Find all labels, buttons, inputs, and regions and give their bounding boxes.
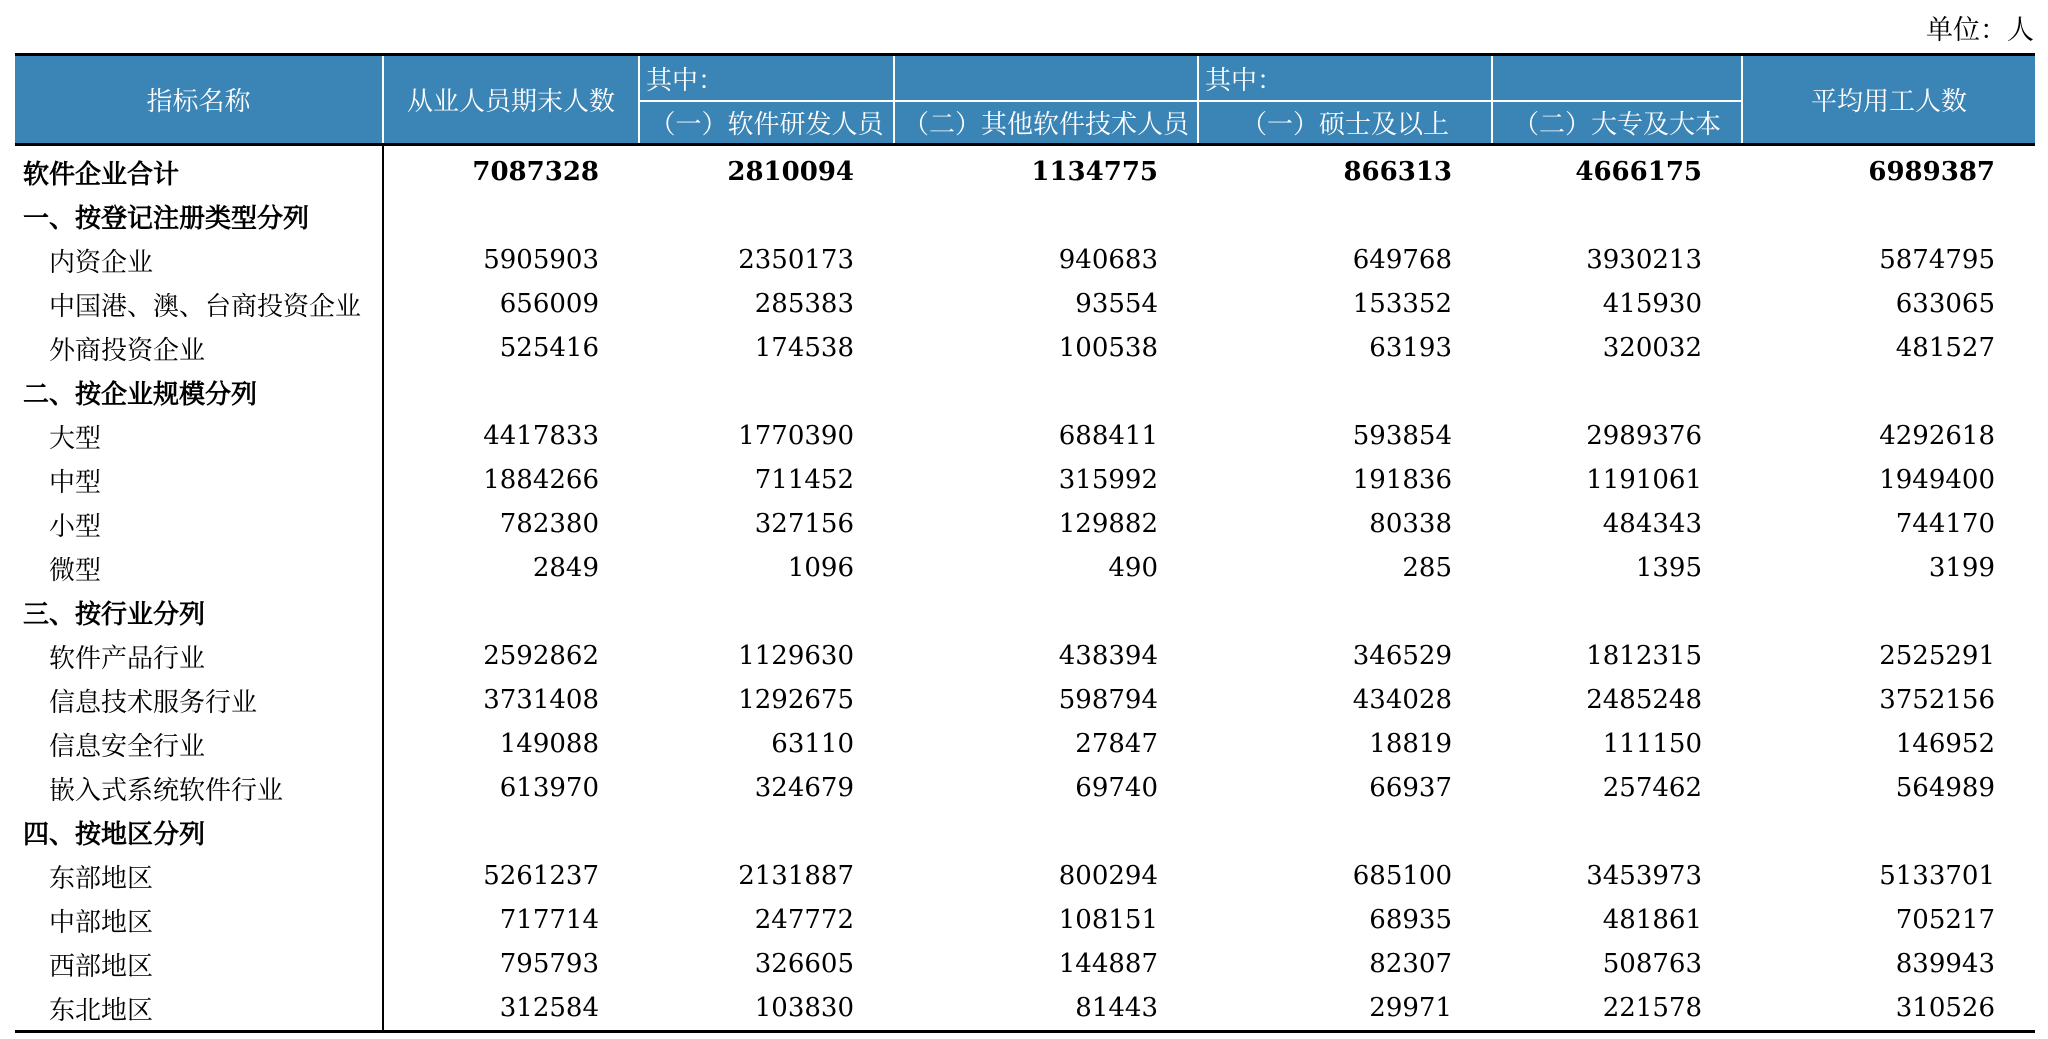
header-masters: （一）硕士及以上 [1198, 101, 1492, 145]
cell-value: 705217 [1895, 905, 1995, 935]
cell-value [1492, 810, 1742, 854]
cell-value [894, 194, 1198, 238]
cell-value: 129882 [1058, 509, 1158, 539]
row-name: 外商投资企业 [15, 326, 383, 370]
cell-value [1742, 590, 2035, 634]
cell-value: 1395 [1635, 553, 1702, 583]
cell-value: 481861 [1602, 905, 1702, 935]
header-of-which-1: 其中： [639, 55, 894, 102]
cell-value: 434028 [1352, 685, 1452, 715]
cell-value: 2810094 [727, 157, 854, 187]
cell-value: 1770390 [738, 421, 854, 451]
cell-value: 3199 [1928, 553, 1995, 583]
header-rd-staff: （一）软件研发人员 [639, 101, 894, 145]
cell-value [1492, 590, 1742, 634]
cell-value: 744170 [1895, 509, 1995, 539]
cell-value [1492, 370, 1742, 414]
cell-value: 1191061 [1586, 465, 1702, 495]
cell-value [1742, 194, 2035, 238]
cell-value: 490 [1108, 553, 1158, 583]
cell-value: 327156 [754, 509, 854, 539]
header-avg-workers: 平均用工人数 [1742, 55, 2035, 145]
cell-value: 3752156 [1879, 685, 1995, 715]
cell-value: 80338 [1369, 509, 1452, 539]
cell-value [1742, 810, 2035, 854]
cell-value [383, 370, 639, 414]
header-other-tech: （二）其他软件技术人员 [894, 101, 1198, 145]
cell-value: 146952 [1895, 729, 1995, 759]
cell-value: 66937 [1369, 773, 1452, 803]
row-name: 信息技术服务行业 [15, 678, 383, 722]
cell-value: 2131887 [738, 861, 854, 891]
cell-value: 1096 [787, 553, 854, 583]
cell-value: 257462 [1602, 773, 1702, 803]
row-name: 信息安全行业 [15, 722, 383, 766]
cell-value: 310526 [1742, 986, 2035, 1032]
cell-value: 149088 [499, 729, 599, 759]
table-row [15, 414, 2035, 458]
row-name: 软件产品行业 [15, 634, 383, 678]
cell-value: 800294 [1058, 861, 1158, 891]
cell-value [1198, 590, 1492, 634]
cell-value: 564989 [1895, 773, 1995, 803]
cell-value: 324679 [754, 773, 854, 803]
table-row [15, 458, 2035, 502]
cell-value: 1884266 [483, 465, 599, 495]
cell-value: 4666175 [1575, 157, 1702, 187]
cell-value: 525416 [499, 333, 599, 363]
cell-value: 481527 [1895, 333, 1995, 363]
cell-value [894, 590, 1198, 634]
cell-value: 111150 [1602, 729, 1702, 759]
cell-value: 29971 [1198, 986, 1492, 1032]
cell-value: 346529 [1352, 641, 1452, 671]
row-name: 中国港、澳、台商投资企业 [15, 282, 383, 326]
cell-value: 315992 [1058, 465, 1158, 495]
row-name: 小型 [15, 502, 383, 546]
cell-value [1742, 370, 2035, 414]
cell-value [639, 590, 894, 634]
header-spacer-1 [894, 55, 1198, 102]
table-row [15, 546, 2035, 590]
row-name: 中部地区 [15, 898, 383, 942]
table-row [15, 634, 2035, 678]
cell-value: 685100 [1352, 861, 1452, 891]
cell-value: 4292618 [1879, 421, 1995, 451]
cell-value: 18819 [1369, 729, 1452, 759]
cell-value: 93554 [1075, 289, 1158, 319]
cell-value [1198, 810, 1492, 854]
cell-value: 63110 [771, 729, 854, 759]
cell-value: 100538 [1058, 333, 1158, 363]
cell-value: 81443 [894, 986, 1198, 1032]
section-row [15, 810, 2035, 854]
cell-value [383, 810, 639, 854]
cell-value: 4417833 [483, 421, 599, 451]
table-row [15, 238, 2035, 282]
cell-value: 717714 [499, 905, 599, 935]
cell-value: 3731408 [483, 685, 599, 715]
row-name: 三、按行业分列 [15, 590, 383, 634]
row-name: 内资企业 [15, 238, 383, 282]
cell-value [383, 590, 639, 634]
cell-value: 940683 [1058, 245, 1158, 275]
cell-value: 174538 [754, 333, 854, 363]
cell-value: 7087328 [472, 157, 599, 187]
cell-value: 2592862 [483, 641, 599, 671]
cell-value: 82307 [1369, 949, 1452, 979]
cell-value: 2350173 [738, 245, 854, 275]
cell-value [639, 810, 894, 854]
row-name: 四、按地区分列 [15, 810, 383, 854]
cell-value [639, 194, 894, 238]
cell-value: 598794 [1058, 685, 1158, 715]
cell-value: 415930 [1602, 289, 1702, 319]
cell-value [894, 370, 1198, 414]
cell-value: 320032 [1602, 333, 1702, 363]
cell-value: 2989376 [1586, 421, 1702, 451]
cell-value [1492, 194, 1742, 238]
cell-value: 191836 [1352, 465, 1452, 495]
cell-value: 5261237 [483, 861, 599, 891]
section-row [15, 194, 2035, 238]
row-name: 东北地区 [15, 986, 383, 1032]
section-row [15, 590, 2035, 634]
cell-value: 1949400 [1879, 465, 1995, 495]
row-name: 嵌入式系统软件行业 [15, 766, 383, 810]
header-of-which-2: 其中： [1198, 55, 1492, 102]
cell-value: 866313 [1343, 157, 1452, 187]
cell-value: 6989387 [1868, 157, 1995, 187]
cell-value: 312584 [383, 986, 639, 1032]
row-name: 二、按企业规模分列 [15, 370, 383, 414]
cell-value [1198, 370, 1492, 414]
row-name: 一、按登记注册类型分列 [15, 194, 383, 238]
row-name: 西部地区 [15, 942, 383, 986]
cell-value: 285 [1402, 553, 1452, 583]
cell-value: 221578 [1492, 986, 1742, 1032]
cell-value: 144887 [1058, 949, 1158, 979]
cell-value: 613970 [499, 773, 599, 803]
cell-value: 649768 [1352, 245, 1452, 275]
table-header [15, 55, 2035, 145]
cell-value: 3453973 [1586, 861, 1702, 891]
table-row [15, 722, 2035, 766]
header-college: （二）大专及大本 [1492, 101, 1742, 145]
cell-value: 656009 [499, 289, 599, 319]
cell-value: 688411 [1058, 421, 1158, 451]
table-row [15, 942, 2035, 986]
total-row [15, 145, 2035, 195]
cell-value: 484343 [1602, 509, 1702, 539]
table-row [15, 678, 2035, 722]
cell-value: 438394 [1058, 641, 1158, 671]
table-row [15, 326, 2035, 370]
cell-value: 3930213 [1586, 245, 1702, 275]
cell-value: 68935 [1369, 905, 1452, 935]
cell-value: 839943 [1895, 949, 1995, 979]
cell-value: 508763 [1602, 949, 1702, 979]
cell-value: 2485248 [1586, 685, 1702, 715]
header-indicator: 指标名称 [15, 55, 383, 145]
row-name: 微型 [15, 546, 383, 590]
cell-value: 795793 [499, 949, 599, 979]
section-row [15, 370, 2035, 414]
cell-value: 593854 [1352, 421, 1452, 451]
cell-value [639, 370, 894, 414]
cell-value: 1129630 [738, 641, 854, 671]
cell-value [383, 194, 639, 238]
cell-value: 285383 [754, 289, 854, 319]
cell-value: 1292675 [738, 685, 854, 715]
cell-value: 326605 [754, 949, 854, 979]
employment-table [15, 53, 2035, 1033]
row-name: 大型 [15, 414, 383, 458]
cell-value: 2525291 [1879, 641, 1995, 671]
cell-value [894, 810, 1198, 854]
header-spacer-2 [1492, 55, 1742, 102]
cell-value: 5874795 [1879, 245, 1995, 275]
cell-value: 1134775 [1031, 157, 1158, 187]
table-row [15, 502, 2035, 546]
cell-value: 153352 [1352, 289, 1452, 319]
table-body [15, 145, 2035, 1032]
table-row [15, 854, 2035, 898]
unit-label: 单位：人 [1926, 15, 2034, 46]
cell-value: 1812315 [1586, 641, 1702, 671]
cell-value: 103830 [639, 986, 894, 1032]
cell-value: 5133701 [1879, 861, 1995, 891]
cell-value: 782380 [499, 509, 599, 539]
cell-value: 27847 [1075, 729, 1158, 759]
cell-value: 2849 [532, 553, 599, 583]
header-employees-end: 从业人员期末人数 [383, 55, 639, 145]
cell-value: 63193 [1369, 333, 1452, 363]
table-row [15, 282, 2035, 326]
table-row [15, 898, 2035, 942]
cell-value: 633065 [1895, 289, 1995, 319]
cell-value: 108151 [1058, 905, 1158, 935]
row-name: 东部地区 [15, 854, 383, 898]
cell-value [1198, 194, 1492, 238]
row-name: 中型 [15, 458, 383, 502]
table-row [15, 986, 2035, 1032]
row-name: 软件企业合计 [15, 145, 383, 195]
table-row [15, 766, 2035, 810]
cell-value: 711452 [754, 465, 854, 495]
cell-value: 69740 [1075, 773, 1158, 803]
cell-value: 5905903 [483, 245, 599, 275]
cell-value: 247772 [754, 905, 854, 935]
